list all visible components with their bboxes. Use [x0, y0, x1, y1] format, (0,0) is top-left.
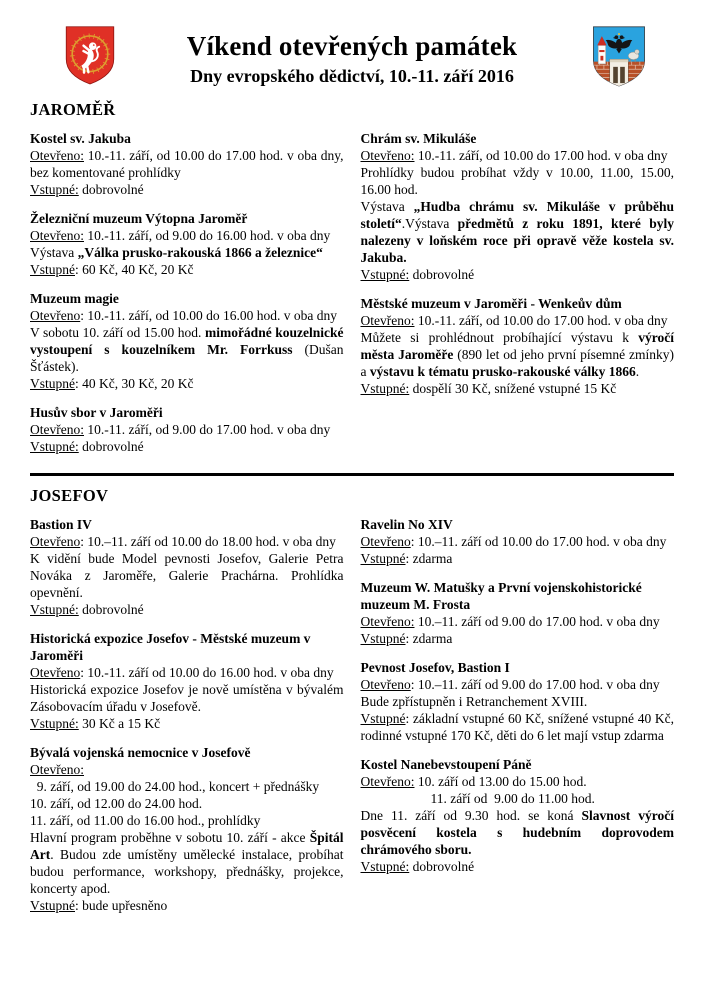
monument-entry — [30, 210, 344, 278]
monument-entry-text: Otevřeno: 10.-11. září, od 9.00 do 17.00 hod. v oba dny — [30, 422, 331, 437]
monument-entry-text: Vstupné: dobrovolné — [30, 602, 144, 617]
monument-entry-text: K vidění bude Model pevnosti Josefov, Galerie Petra Nováka z Jaroměře, Galerie Prachárna. Prohlídka opevnění. — [30, 551, 347, 600]
monument-entry — [30, 404, 344, 455]
monument-entry-text: Vstupné: 40 Kč, 30 Kč, 20 Kč — [30, 376, 194, 391]
monument-entry-text: Otevřeno: 10.-11. září, od 10.00 do 17.00 hod. v oba dny, bez komentované prohlídky — [30, 148, 347, 180]
monument-entry-text: Výstava „Válka prusko-rakouská 1866 a železnice“ — [30, 245, 323, 260]
monument-entry-title: Chrám sv. Mikuláše — [360, 131, 477, 146]
josefov-column-right — [360, 516, 678, 887]
section-heading-josefov: JOSEFOV — [30, 486, 109, 505]
josefov-column-left — [30, 516, 347, 926]
monument-entry-text: Prohlídky budou probíhat vždy v 10.00, 11.00, 15.00, 16.00 hod. — [360, 165, 678, 197]
josefov-crest-icon — [590, 20, 648, 94]
jaromer-columns — [30, 130, 678, 467]
monument-entry-text: Vstupné: dobrovolné — [30, 182, 144, 197]
monument-entry — [30, 516, 347, 618]
monument-entry-text: Otevřeno: 10.–11. září od 10.00 do 17.00 hod. v oba dny — [360, 534, 667, 549]
monument-entry-text: 9. září, od 19.00 do 24.00 hod., koncert + přednášky — [30, 779, 320, 794]
monument-entry-text: Otevřeno: 10. září od 13.00 do 15.00 hod. — [360, 774, 587, 789]
monument-entry — [360, 756, 678, 875]
monument-entry-title: Muzeum magie — [30, 291, 119, 306]
monument-entry-title: Pevnost Josefov, Bastion I — [360, 660, 510, 675]
monument-entry-title: Bastion IV — [30, 517, 92, 532]
monument-entry-text: 10. září, od 12.00 do 24.00 hod. — [30, 796, 203, 811]
monument-entry-title: Bývalá vojenská nemocnice v Josefově — [30, 745, 251, 760]
monument-entry-title: Kostel Nanebevstoupení Páně — [360, 757, 532, 772]
jaromer-column-left — [30, 130, 347, 467]
section-jaromer — [30, 100, 678, 467]
monument-entry-text: Můžete si prohlédnout probíhající výstavu k výročí města Jaroměře (890 let od jeho první písemné zmínky) a výstavu k tématu prusko-rakouské války 1866. — [360, 330, 678, 379]
monument-entry-text: V sobotu 10. září od 15.00 hod. mimořádné kouzelnické vystoupení s kouzelníkem Mr. Forrkuss (Dušan Šťástek). — [30, 325, 347, 374]
monument-entry — [30, 630, 347, 732]
monument-entry-text: Otevřeno: — [30, 762, 84, 777]
monument-entry-title: Ravelin No XIV — [360, 517, 453, 532]
monument-entry — [361, 516, 675, 567]
monument-entry — [30, 130, 347, 198]
monument-entry-text: Vstupné: dobrovolné — [360, 859, 475, 874]
monument-entry-text: Otevřeno: 10.–11. září od 10.00 do 18.00 hod. v oba dny — [30, 534, 336, 549]
monument-entry-text: Bude zpřístupněn i Retranchement XVIII. — [360, 694, 588, 709]
page-title: Víkend otevřených památek — [186, 31, 518, 61]
monument-entry — [30, 290, 347, 392]
monument-entry-text: Historická expozice Josefov je nově umístěna v bývalém Zásobovacím úřadu v Josefově. — [30, 682, 347, 714]
monument-entry-text: Vstupné: 60 Kč, 40 Kč, 20 Kč — [30, 262, 194, 277]
monument-entry-text: Otevřeno: 10.–11. září od 9.00 do 17.00 hod. v oba dny — [360, 677, 660, 692]
monument-entry-title: Železniční muzeum Výtopna Jaroměř — [30, 211, 248, 226]
monument-entry-text: Vstupné: základní vstupné 60 Kč, snížené vstupné 40 Kč, rodinné vstupné 170 Kč, děti do 6 let mají vstup zdarma — [360, 711, 678, 743]
section-heading-jaromer: JAROMĚŘ — [30, 100, 116, 119]
monument-entry-text: 11. září od 9.00 do 11.00 hod. — [430, 791, 595, 806]
monument-entry-text: Vstupné: zdarma — [360, 631, 453, 646]
monument-entry-text: Výstava „Hudba chrámu sv. Mikuláše v průběhu století“.Výstava předmětů z roku 1891, které byly nalezeny v loňském roce při opravě věže kostela sv. Jakuba. — [360, 199, 678, 265]
monument-entry-text: Vstupné: dospělí 30 Kč, snížené vstupné 15 Kč — [360, 381, 617, 396]
monument-entry — [360, 130, 678, 283]
jaromer-column-right — [360, 130, 678, 409]
section-divider — [30, 473, 674, 476]
monument-entry-title: Městské muzeum v Jaroměři - Wenkeův dům — [360, 296, 622, 311]
section-josefov — [30, 486, 678, 926]
title-block — [30, 14, 674, 87]
monument-entry-text: Vstupné: dobrovolné — [30, 439, 144, 454]
monument-entry-text: Otevřeno: 10.-11. září, od 10.00 do 17.00 hod. v oba dny — [360, 148, 668, 163]
monument-entry — [360, 659, 678, 744]
jaromer-crest-icon — [63, 24, 117, 90]
monument-entry-title: Historická expozice Josefov - Městské muzeum v Jaroměři — [30, 631, 311, 663]
monument-entry — [360, 295, 678, 397]
monument-entry — [361, 579, 675, 647]
monument-entry-text: Vstupné: zdarma — [360, 551, 453, 566]
monument-entry-text: Vstupné: bude upřesněno — [30, 898, 168, 913]
monument-entry-title: Husův sbor v Jaroměři — [30, 405, 163, 420]
josefov-columns — [30, 516, 678, 926]
monument-entry-text: 11. září, od 11.00 do 16.00 hod., prohlídky — [30, 813, 261, 828]
document-header — [30, 14, 674, 100]
monument-entry-text: Vstupné: dobrovolné — [360, 267, 475, 282]
monument-entry-text: Otevřeno: 10.-11. září, od 10.00 do 17.00 hod. v oba dny — [360, 313, 668, 328]
monument-entry-text: Otevřeno: 10.-11. září, od 10.00 do 16.00 hod. v oba dny — [30, 308, 337, 323]
monument-entry-text: Otevřeno: 10.-11. září od 10.00 do 16.00 hod. v oba dny — [30, 665, 334, 680]
monument-entry-title: Muzeum W. Matušky a První vojenskohistorické muzeum M. Frosta — [360, 580, 642, 612]
monument-entry-title: Kostel sv. Jakuba — [30, 131, 131, 146]
monument-entry-text: Vstupné: 30 Kč a 15 Kč — [30, 716, 161, 731]
page-subtitle: Dny evropského dědictví, 10.-11. září 2016 — [190, 65, 514, 86]
monument-entry-text: Otevřeno: 10.-11. září, od 9.00 do 16.00 hod. v oba dny — [30, 228, 331, 243]
monument-entry-text: Otevřeno: 10.–11. září od 9.00 do 17.00 hod. v oba dny — [360, 614, 660, 629]
monument-entry — [30, 744, 347, 914]
monument-entry-text: Dne 11. září od 9.30 hod. se koná Slavnost výročí posvěcení kostela s hudebním doprovodem chrámového sboru. — [360, 808, 678, 857]
monument-entry-text: Hlavní program proběhne v sobotu 10. září - akce Špitál Art. Budou zde umístěny umělecké instalace, probíhat budou performance, workshopy, přednášky, projekce, koncerty apod. — [30, 830, 347, 896]
